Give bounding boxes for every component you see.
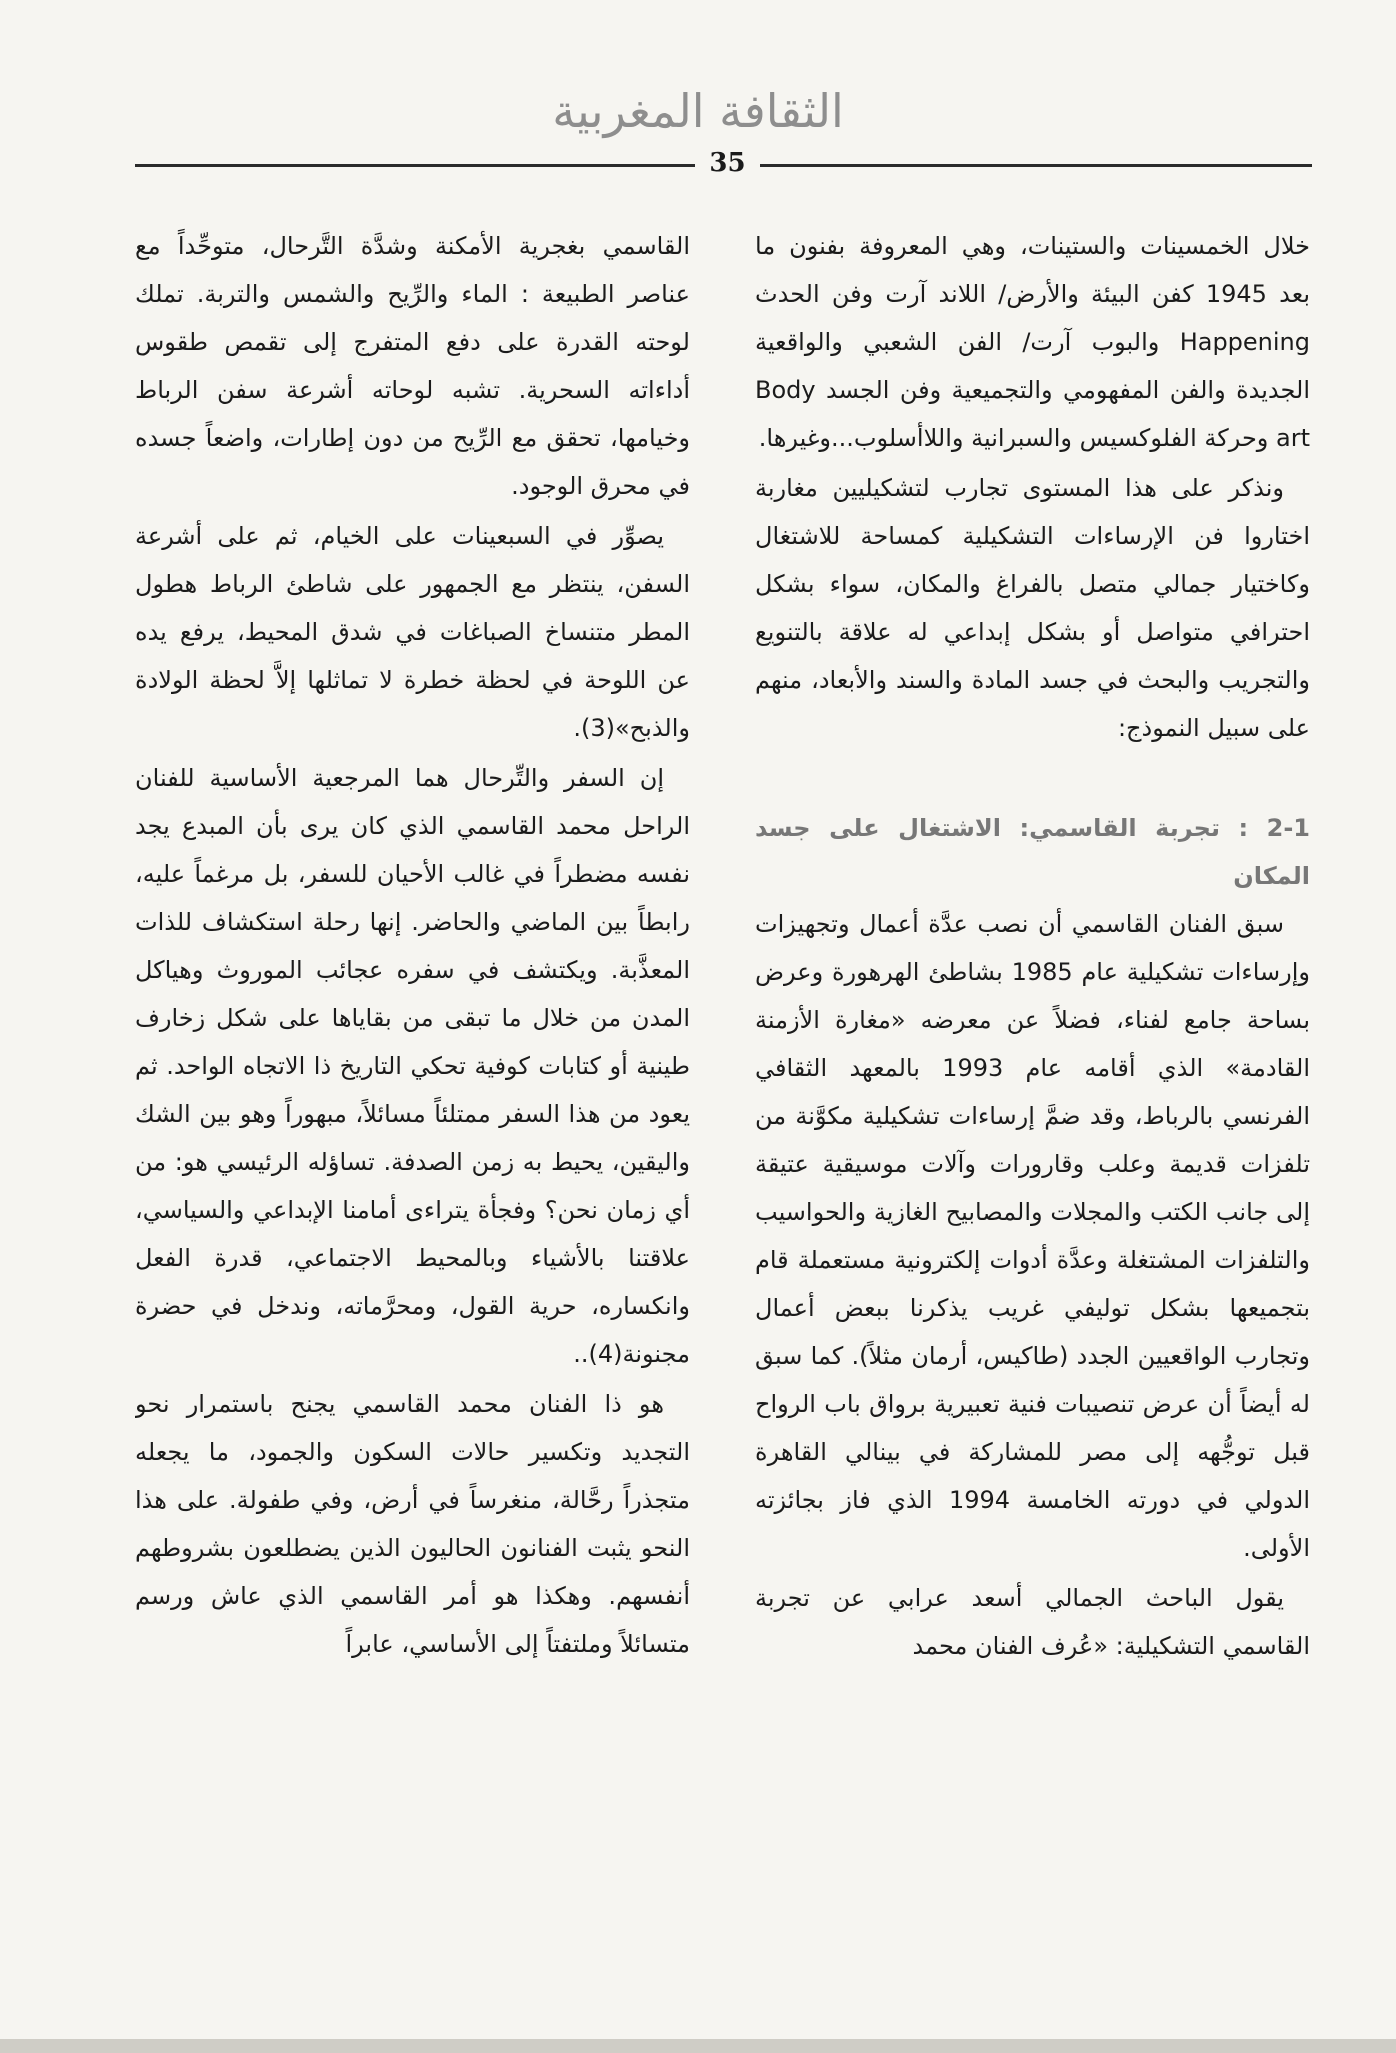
header-rule-right (760, 164, 1312, 167)
right-paragraph-1: خلال الخمسينات والستينات، وهي المعروفة بفنون ما بعد 1945 كفن البيئة والأرض/ اللاند آرت وفن الحدث Happening والبوب آرت/ الفن الشعبي والواقعية الجديدة والفن المفهومي والتجميعية وفن الجسد Body art وحركة الفلوكسيس والسبرانية واللاأسلوب...وغيرها. (755, 232, 1310, 452)
right-column (755, 222, 1310, 1842)
left-paragraph-2: يصوِّر في السبعينات على الخيام، ثم على أشرعة السفن، ينتظر مع الجمهور على شاطئ الرباط هطول المطر متنساخ الصباغات في شدق المحيط، يرفع يده عن اللوحة في لحظة خطرة لا تماثلها إلاَّ لحظة الولادة والذبح»(3). (135, 522, 690, 742)
left-paragraph-1: القاسمي بغجرية الأمكنة وشدَّة التَّرحال، متوحِّداً مع عناصر الطبيعة : الماء والرِّيح والشمس والتربة. تملك لوحته القدرة على دفع المتفرج إلى تقمص طقوس أداءاته السحرية. تشبه لوحاته أشرعة سفن الرباط وخيامها، تحقق مع الرِّيح من دون إطارات، واضعاً جسده في محرق الوجود. (135, 232, 690, 500)
section-heading: 2-1 : تجربة القاسمي: الاشتغال على جسد المكان (755, 814, 1310, 890)
page-number: 35 (709, 148, 746, 178)
running-head-title: الثقافة المغربية (552, 84, 844, 138)
right-paragraph-3: سبق الفنان القاسمي أن نصب عدَّة أعمال وتجهيزات وإرساءات تشكيلية عام 1985 بشاطئ الهرهورة وعرض بساحة جامع لفناء، فضلاً عن معرضه «مغارة الأزمنة القادمة» الذي أقامه عام 1993 بالمعهد الثقافي الفرنسي بالرباط، وقد ضمَّ إرساءات تشكيلية مكوَّنة من تلفزات قديمة وعلب وقارورات وآلات موسيقية عتيقة إلى جانب الكتب والمجلات والمصابيح الغازية والحواسيب والتلفزات المشتغلة وعدَّة أدوات إلكترونية مستعملة قام بتجميعها بشكل توليفي غريب يذكرنا ببعض أعمال وتجارب الواقعيين الجدد (طاكيس، أرمان مثلاً). كما سبق له أيضاً أن عرض تنصيبات فنية تعبيرية برواق باب الرواح قبل توجُّهه إلى مصر للمشاركة في بينالي القاهرة الدولي في دورته الخامسة 1994 الذي فاز بجائزته الأولى. (755, 910, 1310, 1562)
right-paragraph-4: يقول الباحث الجمالي أسعد عرابي عن تجربة القاسمي التشكيلية: «عُرف الفنان محمد (755, 1584, 1310, 1660)
left-paragraph-4: هو ذا الفنان محمد القاسمي يجنح باستمرار نحو التجديد وتكسير حالات السكون والجمود، ما يجعله متجذراً رحَّالة، منغرساً في أرض، وفي طفولة. على هذا النحو يثبت الفنانون الحاليون الذين يضطلعون بشروطهم أنفسهم. وهكذا هو أمر القاسمي الذي عاش ورسم متسائلاً وملتفتاً إلى الأساسي، عابراً (135, 1390, 690, 1658)
left-column (135, 222, 690, 1842)
right-paragraph-2: ونذكر على هذا المستوى تجارب لتشكيليين مغاربة اختاروا فن الإرساءات التشكيلية كمساحة للاشتغال وكاختيار جمالي متصل بالفراغ والمكان، سواء بشكل احترافي متواصل أو بشكل إبداعي له علاقة بالتنويع والتجريب والبحث في جسد المادة والسند والأبعاد، منهم على سبيل النموذج: (755, 474, 1310, 742)
page-bottom-edge (0, 2039, 1396, 2053)
left-paragraph-3: إن السفر والتِّرحال هما المرجعية الأساسية للفنان الراحل محمد القاسمي الذي كان يرى بأن المبدع يجد نفسه مضطراً في غالب الأحيان للسفر، بل مرغماً عليه، رابطاً بين الماضي والحاضر. إنها رحلة استكشاف للذات المعذَّبة. ويكتشف في سفره عجائب الموروث وهياكل المدن من خلال ما تبقى من بقاياها على شكل زخارف طينية أو كتابات كوفية تحكي التاريخ ذا الاتجاه الواحد. ثم يعود من هذا السفر ممتلئاً مسائلاً، مبهوراً وهو بين الشك واليقين، يحيط به زمن الصدفة. تساؤله الرئيسي هو: من أي زمان نحن؟ وفجأة يتراءى أمامنا الإبداعي والسياسي، علاقتنا بالأشياء وبالمحيط الاجتماعي، قدرة الفعل وانكساره، حرية القول، ومحرَّماته، وندخل في حضرة مجنونة(4).. (135, 764, 690, 1368)
header-rule-left (135, 164, 695, 167)
